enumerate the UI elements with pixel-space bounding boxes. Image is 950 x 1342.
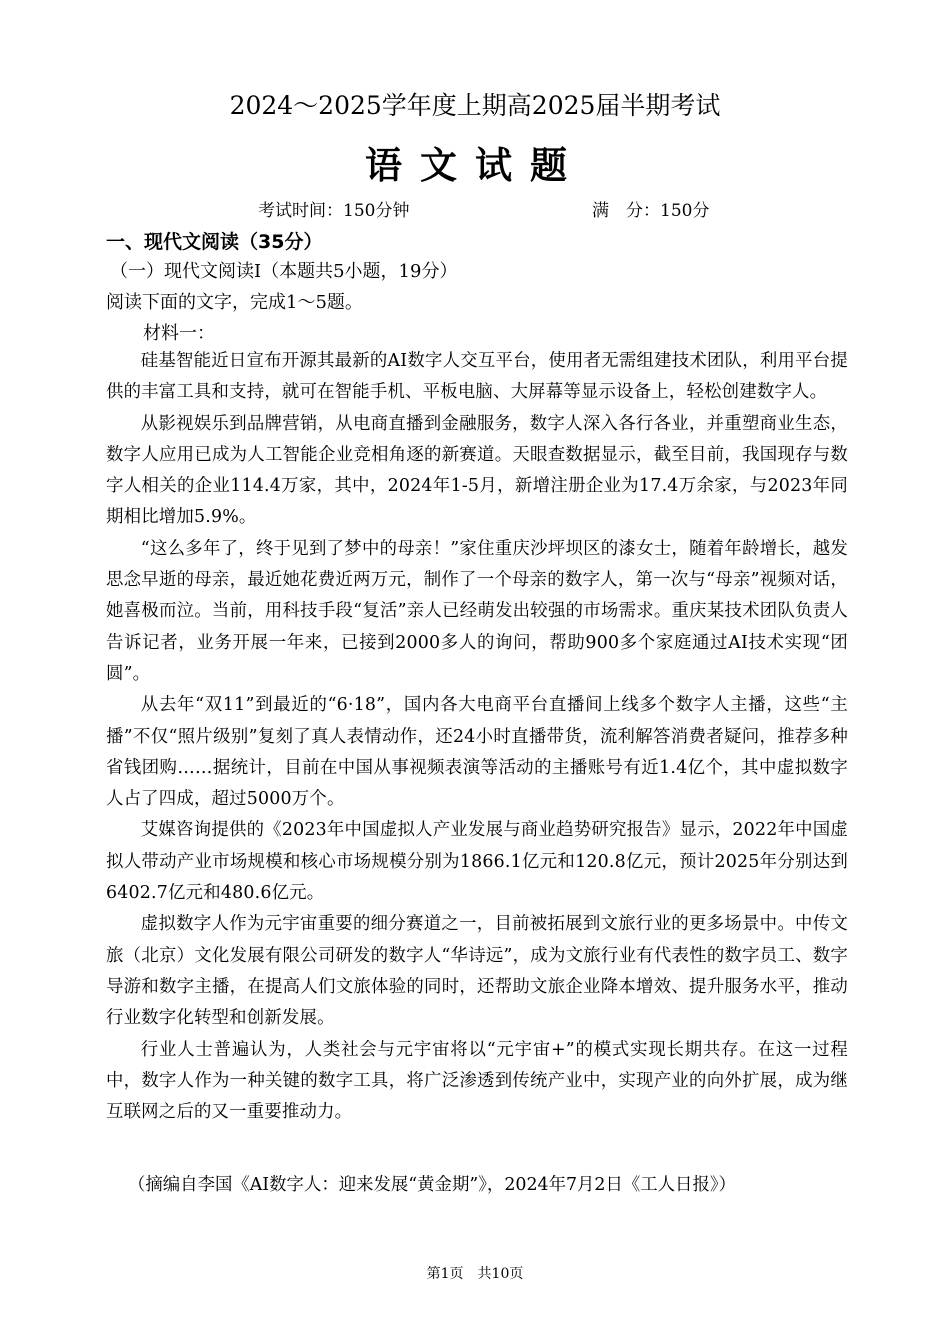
subsection-heading: （一）现代文阅读Ⅰ（本题共5小题，19分） <box>110 261 458 282</box>
paragraph: 行业人士普遍认为，人类社会与元宇宙将以“元宇宙+”的模式实现长期共存。在这一过程中，数字人作为一种关键的数字工具，将广泛渗透到传统产业中，实现产业的向外扩展，成为继互联网之后的又一重要推动力。 <box>106 1039 848 1123</box>
exam-title: 2024～2025学年度上期高2025届半期考试 <box>229 91 721 120</box>
reading-instruction: 阅读下面的文字，完成1～5题。 <box>106 292 363 313</box>
paragraph: 硅基智能近日宣布开源其最新的AI数字人交互平台，使用者无需组建技术团队，利用平台提供的丰富工具和支持，就可在智能手机、平板电脑、大屏幕等显示设备上，轻松创建数字人。 <box>106 351 848 403</box>
paragraph: 艾媒咨询提供的《2023年中国虚拟人产业发展与商业趋势研究报告》显示，2022年中国虚拟人带动产业市场规模和核心市场规模分别为1866.1亿元和120.8亿元，预计2025年分别达到6402.7亿元和480.6亿元。 <box>106 820 848 904</box>
exam-score: 满 分：150分 <box>592 201 710 221</box>
paragraph: 从影视娱乐到品牌营销，从电商直播到金融服务，数字人深入各行各业，并重塑商业生态，数字人应用已成为人工智能企业竞相角逐的新赛道。天眼查数据显示，截至目前，我国现存与数字人相关的企业114.4万家，其中，2024年1-5月，新增注册企业为17.4万余家，与2023年同期相比增加5.9%。 <box>106 413 848 528</box>
page-footer: 第1页 共10页 <box>426 1266 524 1282</box>
paragraph: “这么多年了，终于见到了梦中的母亲！”家住重庆沙坪坝区的漆女士，随着年龄增长，越发思念早逝的母亲，最近她花费近两万元，制作了一个母亲的数字人，第一次与“母亲”视频对话，她喜极而泣。当前，用科技手段“复活”亲人已经萌发出较强的市场需求。重庆某技术团队负责人告诉记者，业务开展一年来，已接到2000多人的询问，帮助900多个家庭通过AI技术实现“团圆”。 <box>106 538 848 684</box>
subject-title: 语文试题 <box>365 144 585 187</box>
exam-time: 考试时间：150分钟 <box>258 201 410 221</box>
paragraph: 虚拟数字人作为元宇宙重要的细分赛道之一，目前被拓展到文旅行业的更多场景中。中传文旅（北京）文化发展有限公司研发的数字人“华诗远”，成为文旅行业有代表性的数字员工、数字导游和数字主播，在提高人们文旅体验的同时，还帮助文旅企业降本增效、提升服务水平，推动行业数字化转型和创新发展。 <box>106 914 848 1029</box>
paragraph: 从去年“双11”到最近的“6·18”，国内各大电商平台直播间上线多个数字人主播，这些“主播”不仅“照片级别”复刻了真人表情动作，还24小时直播带货，流利解答消费者疑问，推荐多种省钱团购……据统计，目前在中国从事视频表演等活动的主播账号有近1.4亿个，其中虚拟数字人占了四成，超过5000万个。 <box>106 695 848 810</box>
article-body <box>106 346 848 1128</box>
article-source: （摘编自李国《AI数字人：迎来发展“黄金期”》，2024年7月2日《工人日报》） <box>128 1175 736 1195</box>
section-heading: 一、现代文阅读（35分） <box>106 231 323 253</box>
material-label: 材料一： <box>143 323 215 344</box>
exam-info <box>258 197 758 225</box>
